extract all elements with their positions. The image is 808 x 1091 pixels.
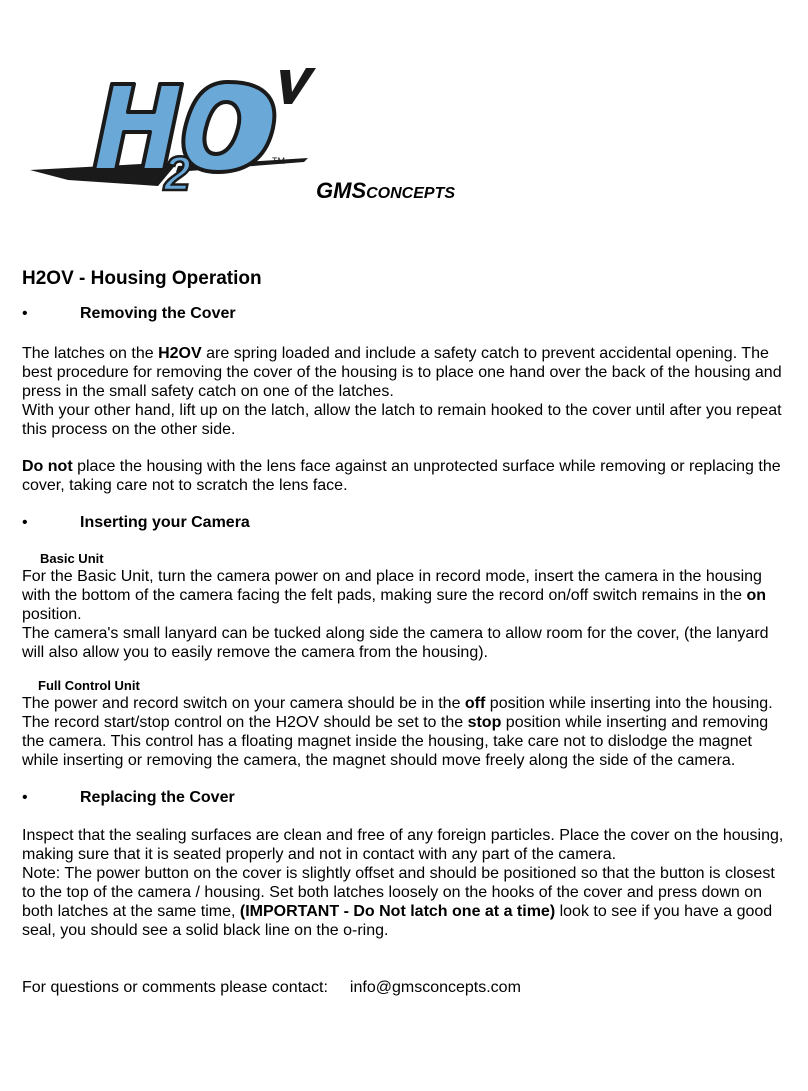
paragraph-other-hand: With your other hand, lift up on the latch, allow the latch to remain hooked to the cover until after you repeat this process on the other side. [22,402,782,438]
section-heading-replacing [22,788,790,808]
bullet-icon: • [22,514,28,531]
brand-prefix: GMS [316,178,367,203]
logo-letter-o [183,82,274,172]
paragraph-do-not: Do not place the housing with the lens face against an unprotected surface while removing or replacing the cover, taking care not to scratch the lens face. [22,458,781,494]
brand-name [316,178,455,204]
brand-suffix: CONCEPTS [366,185,456,202]
section-heading-text: Inserting your Camera [80,514,250,531]
contact-label: For questions or comments please contact: [22,979,328,996]
paragraph-full-control: The power and record switch on your camera should be in the off position while inserting into the housing. [22,695,773,712]
logo-subscript-2: 2 [164,148,191,201]
contact-line [22,978,790,997]
subheading-full-control-unit: Full Control Unit [38,678,140,693]
document-title: H2OV - Housing Operation [22,268,262,289]
logo-trademark: TM [272,156,285,166]
paragraph-note: Note: The power button on the cover is slightly offset and should be positioned so that the button is closest to the top of the camera / housing. Set both latches loosely on the hooks of the cover and press down on both latches at the same time, (IMPORTANT - Do Not latch one at a time) look to see if you have a good seal, you should see a solid black line on the o-ring. [22,865,775,939]
paragraph-basic-unit: For the Basic Unit, turn the camera power on and place in record mode, insert the camera in the housing with the bottom of the camera facing the felt pads, making sure the record on/off switch remains in the on position. [22,568,767,623]
paragraph-lanyard: The camera's small lanyard can be tucked along side the camera to allow room for the cover, (the lanyard will also allow you to easily remove the camera from the housing). [22,625,769,661]
paragraph-latches: The latches on the H2OV are spring loaded and include a safety catch to prevent accidental opening. The best procedure for removing the cover of the housing is to place one hand over the back of the housing and press in the small safety catch on one of the latches. [22,345,782,400]
document-body [22,266,790,997]
section-heading-inserting [22,513,790,533]
bullet-icon: • [22,789,28,806]
h2ov-logo [28,62,328,202]
bullet-icon: • [22,305,28,322]
paragraph-record-control: The record start/stop control on the H2OV should be set to the stop position while inserting and removing the camera. This control has a floating magnet inside the housing, take care not to dislodge the magnet while inserting or removing the camera, the magnet should move freely along the side of the camera. [22,714,769,769]
paragraph-inspect: Inspect that the sealing surfaces are clean and free of any foreign particles. Place the cover on the housing, making sure that it is seated properly and not in contact with any part of the camera. [22,827,784,863]
contact-email-link[interactable]: info@gmsconcepts.com [349,979,521,996]
logo-letter-v [280,68,316,104]
section-heading-removing [22,304,790,324]
section-heading-text: Replacing the Cover [80,789,235,806]
subheading-basic-unit: Basic Unit [40,551,104,566]
section-heading-text: Removing the Cover [80,305,236,322]
